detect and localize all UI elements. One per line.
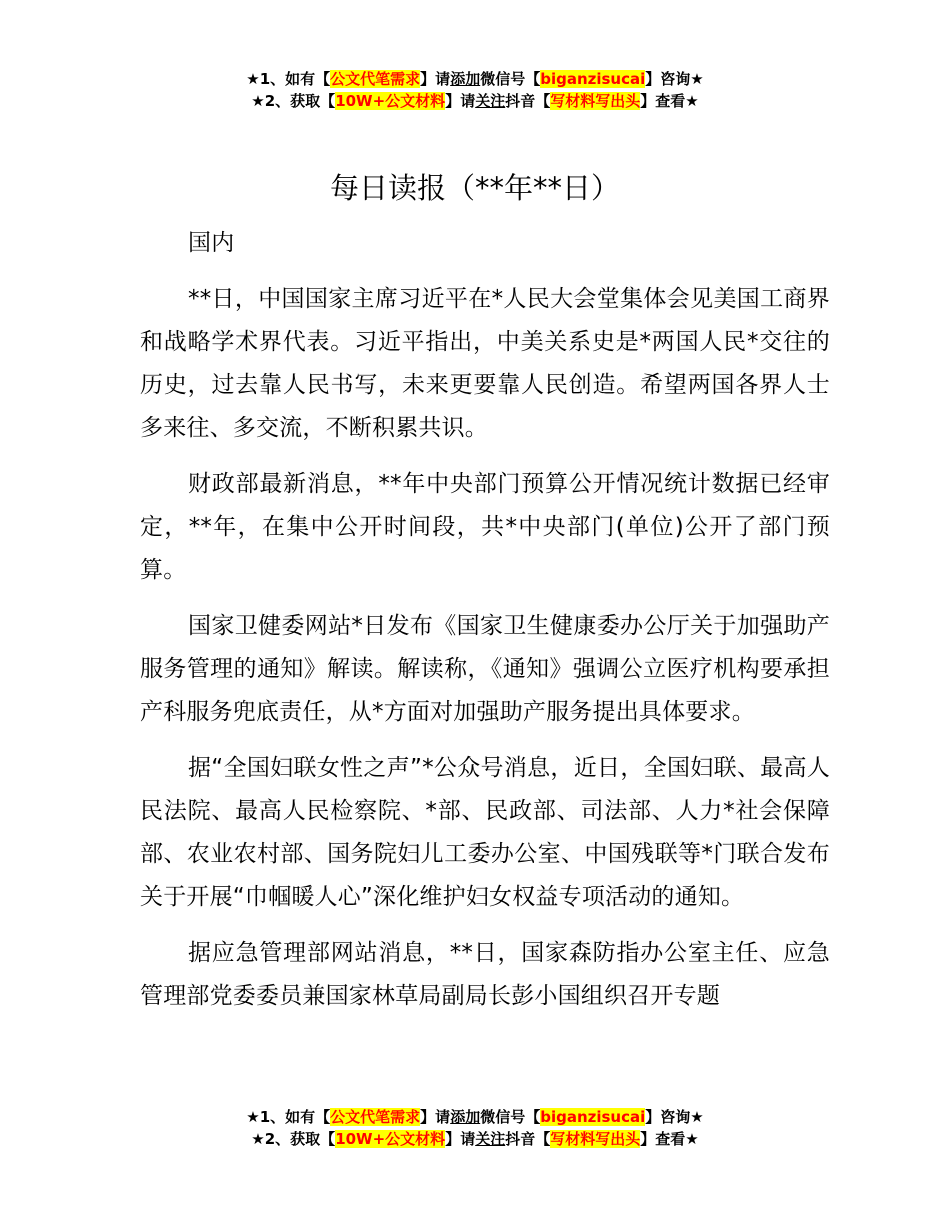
banner-wechat-id: biganzisucai	[540, 1108, 646, 1126]
paragraph: 财政部最新消息，**年中央部门预算公开情况统计数据已经审定，**年，在集中公开时间段，共*中央部门(单位)公开了部门预算。	[140, 471, 830, 583]
header-banner	[0, 68, 950, 112]
banner-underlined-text: 添加	[450, 1108, 481, 1126]
banner-highlight: 公文代笔需求	[330, 70, 421, 88]
banner-text: 抖音【	[505, 1130, 551, 1148]
section-heading: 国内	[188, 230, 235, 256]
banner-text: 】请	[420, 1108, 451, 1126]
banner-text: ★2、获取【	[251, 1130, 336, 1148]
banner-text: 】请	[445, 92, 476, 110]
paragraph: 据应急管理部网站消息，**日，国家森防指办公室主任、应急管理部党委委员兼国家林草局副局长彭小国组织召开专题	[140, 940, 830, 1009]
banner-text: 】请	[420, 70, 451, 88]
banner-text: 】咨询★	[645, 70, 704, 88]
document-title: 每日读报（**年**日）	[329, 171, 620, 205]
banner-underlined-text: 关注	[475, 92, 506, 110]
banner-highlight: 公文代笔需求	[330, 1108, 421, 1126]
banner-text: 抖音【	[505, 92, 551, 110]
banner-text: 】查看★	[640, 92, 699, 110]
banner-text: ★1、如有【	[246, 70, 331, 88]
banner-underlined-text: 添加	[450, 70, 481, 88]
banner-text: ★2、获取【	[251, 92, 336, 110]
banner-line-1	[0, 1106, 950, 1128]
banner-douyin-id: 写材料写出头	[550, 92, 641, 110]
banner-highlight: 10W+公文材料	[335, 1130, 446, 1148]
paragraph: 据“全国妇联女性之声”*公众号消息，近日，全国妇联、最高人民法院、最高人民检察院、*部、民政部、司法部、人力*社会保障部、农业农村部、国务院妇儿工委办公室、中国残联等*门联合发布关于开展“巾帼暖人心”深化维护妇女权益专项活动的通知。	[140, 755, 830, 910]
banner-line-2	[0, 90, 950, 112]
banner-line-1	[0, 68, 950, 90]
banner-text: 】咨询★	[645, 1108, 704, 1126]
banner-highlight: 10W+公文材料	[335, 92, 446, 110]
banner-text: 微信号【	[480, 70, 541, 88]
footer-banner	[0, 1106, 950, 1150]
banner-douyin-id: 写材料写出头	[550, 1130, 641, 1148]
banner-wechat-id: biganzisucai	[540, 70, 646, 88]
banner-text: 微信号【	[480, 1108, 541, 1126]
banner-text: ★1、如有【	[246, 1108, 331, 1126]
banner-text: 】请	[445, 1130, 476, 1148]
document-body	[140, 222, 830, 1031]
banner-line-2	[0, 1128, 950, 1150]
paragraph: 国家卫健委网站*日发布《国家卫生健康委办公厅关于加强助产服务管理的通知》解读。解读称，《通知》强调公立医疗机构要承担产科服务兜底责任，从*方面对加强助产服务提出具体要求。	[140, 613, 830, 725]
banner-underlined-text: 关注	[475, 1130, 506, 1148]
banner-text: 】查看★	[640, 1130, 699, 1148]
paragraph: **日，中国国家主席习近平在*人民大会堂集体会见美国工商界和战略学术界代表。习近平指出，中美关系史是*两国人民*交往的历史，过去靠人民书写，未来更要靠人民创造。希望两国各界人士多来往、多交流，不断积累共识。	[140, 286, 830, 441]
